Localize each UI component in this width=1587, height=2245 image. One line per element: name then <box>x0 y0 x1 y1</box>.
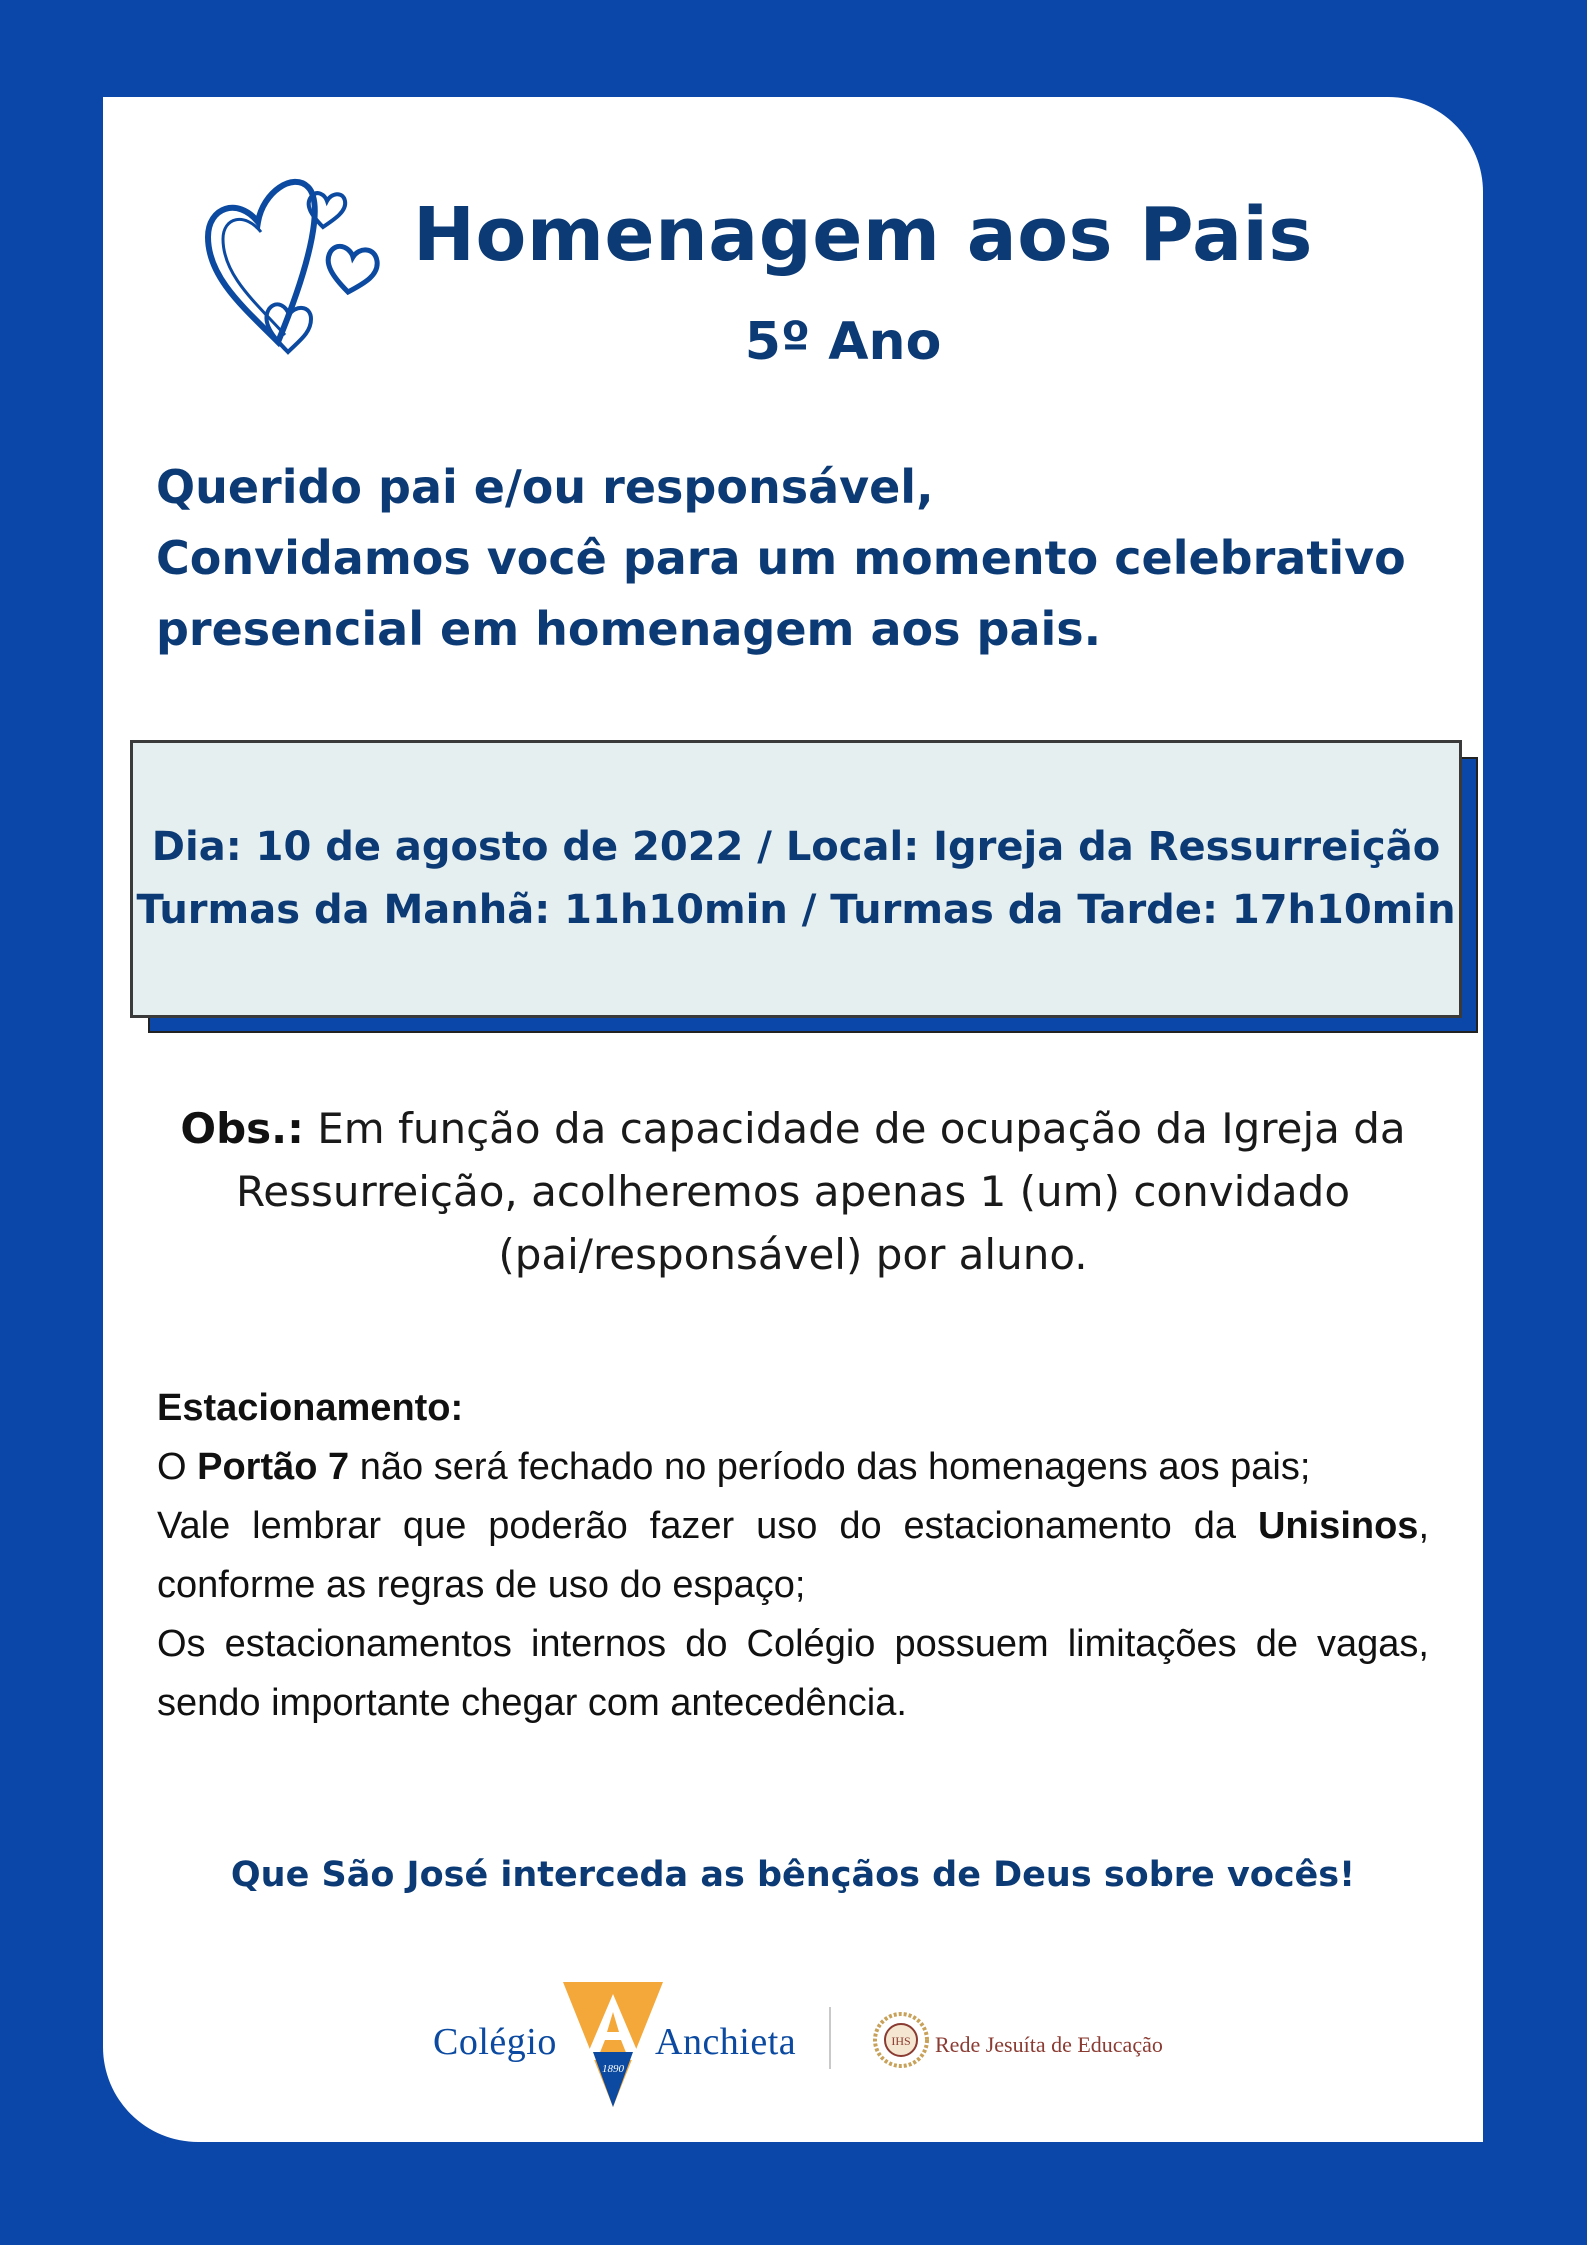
logo-text-colegio: Colégio <box>433 2021 557 2063</box>
intro-line: presencial em homenagem aos pais. <box>156 602 1102 656</box>
intro-text <box>156 452 1446 665</box>
page-title: Homenagem aos Pais <box>413 192 1313 278</box>
rede-jesuita-text: Rede Jesuíta de Educação <box>935 2032 1163 2057</box>
obs-label: Obs.: <box>180 1104 304 1153</box>
blessing-text: Que São José interceda as bênçãos de Deus sobre vocês! <box>230 1855 1356 1895</box>
parking-section <box>157 1379 1429 1733</box>
invitation-card <box>103 97 1483 2142</box>
svg-text:IHS: IHS <box>891 2034 911 2048</box>
event-info-box <box>130 740 1462 1018</box>
parking-internal-note: Os estacionamentos internos do Colégio possuem limitações de vagas, sendo importante chegar com antecedência. <box>157 1623 1429 1724</box>
parking-gate-note: O Portão 7 não será fechado no período das homenagens aos pais; <box>157 1446 1311 1488</box>
parking-heading: Estacionamento: <box>157 1387 464 1429</box>
observation-note <box>163 1097 1423 1286</box>
colegio-anchieta-logo <box>563 1982 663 2112</box>
parking-unisinos-note: Vale lembrar que poderão fazer uso do estacionamento da Unisinos, conforme as regras de uso do espaço; <box>157 1505 1429 1606</box>
svg-text:1890: 1890 <box>602 2063 624 2075</box>
rede-jesuita-seal-icon <box>873 2012 929 2068</box>
intro-line: Querido pai e/ou responsável, <box>156 460 934 514</box>
event-times: Turmas da Manhã: 11h10min / Turmas da Tarde: 17h10min <box>136 887 1456 933</box>
grade-subtitle: 5º Ano <box>744 312 942 372</box>
event-date-location: Dia: 10 de agosto de 2022 / Local: Igreja da Ressurreição <box>151 824 1441 870</box>
logo-text-anchieta: Anchieta <box>655 2021 797 2063</box>
obs-text: Em função da capacidade de ocupação da Igreja da Ressurreição, acolheremos apenas 1 (um) convidado (pai/responsável) por aluno. <box>235 1104 1406 1279</box>
footer-logos <box>433 1982 1193 2112</box>
logo-divider <box>829 2007 831 2069</box>
intro-line: Convidamos você para um momento celebrativo <box>156 531 1406 585</box>
